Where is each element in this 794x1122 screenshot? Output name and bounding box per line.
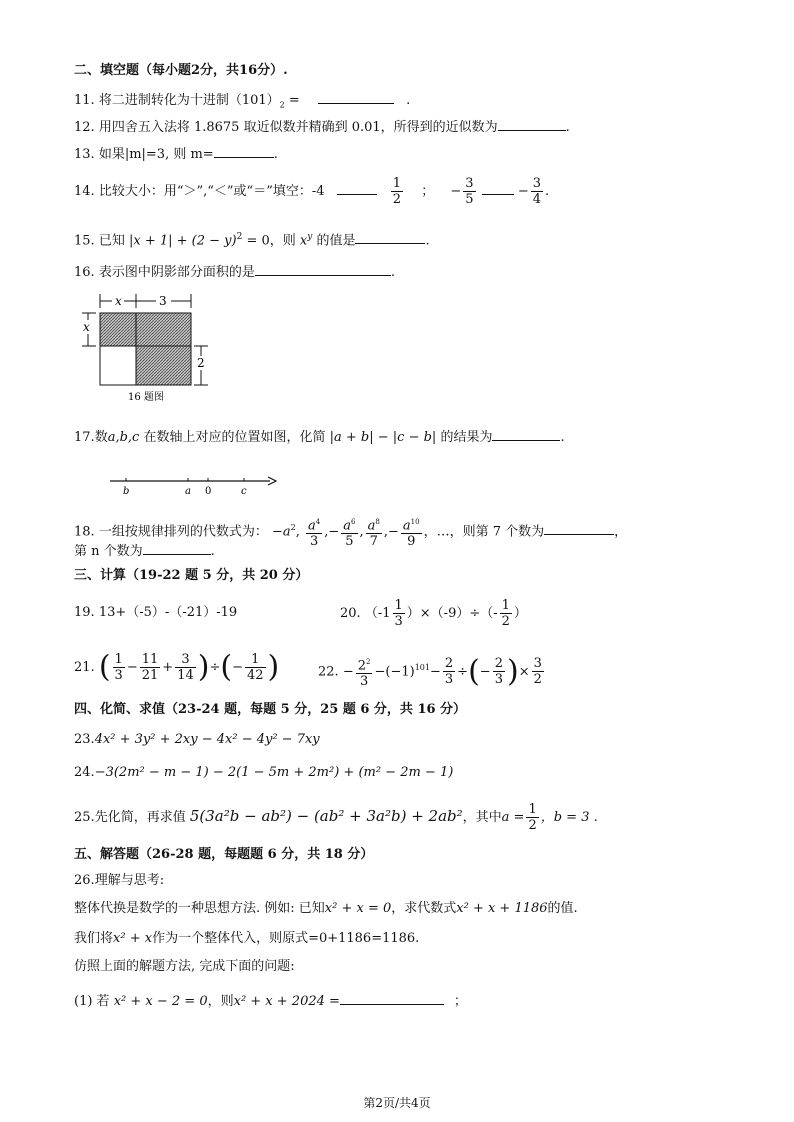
q18-answer-blank-2[interactable]: [143, 540, 211, 555]
q17-number: 17.: [74, 430, 95, 445]
q18-term-5: $\frac{a^{10}}{9}$: [401, 515, 422, 549]
q11-equals: =: [288, 93, 300, 108]
q14-blank-1[interactable]: [337, 180, 377, 195]
q21-number: 21.: [74, 660, 95, 675]
q14-fraction-2: $\frac{3}{5}$: [465, 176, 474, 207]
q11-answer-blank[interactable]: [318, 89, 394, 104]
q14-text: 比较大小：用“＞”,“＜”或“＝”填空：-4: [98, 184, 325, 199]
fig16-shaded-square: [100, 313, 136, 346]
q23-number: 23.: [74, 732, 95, 747]
q13-end: .: [273, 147, 278, 162]
q15-equals-zero: = 0，则: [246, 233, 296, 249]
q21-div: ÷: [209, 660, 221, 675]
q23-expression: 4x² + 3y² + 2xy − 4x² − 4y² − 7xy: [94, 732, 320, 747]
question-24: [74, 764, 453, 782]
q17-text-2: 在数轴上对应的位置如图，化简: [143, 430, 326, 445]
question-26-title: [74, 872, 164, 890]
q18-term-1: −a: [271, 524, 291, 540]
q22-minus: −: [342, 664, 354, 680]
q13-number: 13.: [74, 147, 95, 162]
axis-b: b: [123, 486, 130, 497]
q16-end: .: [390, 265, 395, 280]
q22-exponent: 101: [414, 663, 430, 672]
q20-fraction-2: $\frac{1}{2}$: [501, 598, 510, 629]
q15-base: x: [299, 233, 308, 249]
q17-end: .: [560, 430, 565, 445]
q17-answer-blank[interactable]: [492, 426, 560, 441]
q21-frac-c: $\frac{3}{14}$: [177, 652, 194, 683]
question-23: [74, 731, 320, 749]
q17-text-3: 的结果为: [440, 430, 493, 445]
q25-expression: 5(3a²b − ab²) − (ab² + 3a²b) + 2ab²: [189, 807, 463, 825]
q17-number-line: [106, 470, 281, 500]
q20-mid: ）×（-9）÷（-: [406, 606, 498, 621]
fig16-shaded-bottom-right: [136, 346, 191, 385]
q18-line2-text: 第 n 个数为: [74, 544, 143, 559]
q25-condition: ，其中: [462, 810, 502, 825]
question-14: [74, 172, 549, 212]
fig16-three: 3: [159, 294, 167, 308]
q15-end: .: [425, 233, 430, 249]
q18-end-2: .: [210, 544, 215, 559]
q17-expression: |a + b| − |c − b|: [329, 430, 437, 445]
question-20: [340, 596, 527, 632]
question-18: 18. 一组按规律排列的代数式为： $-a^2$, $\frac{a^4}{3}$ ,− $\frac{a^6}{5}$ , $\frac{a^8}{7}$ ,− $\frac{a^{10}}{9}$ ，…，则第 7 个数为 ，: [74, 510, 627, 550]
question-26-para-2: 我们将x² + x作为一个整体代入，则原式=0+1186=1186.: [74, 931, 420, 946]
q22-frac-d: $\frac{2}{3}$: [494, 656, 503, 688]
q26-expr-4: x² + x − 2 = 0: [113, 994, 208, 1009]
q26-answer-blank[interactable]: [340, 990, 444, 1005]
q15-tail: 的值是: [316, 233, 356, 249]
q21-frac-d: $\frac{1}{42}$: [246, 652, 264, 683]
q22-frac-c: $\frac{2}{3}$: [444, 656, 454, 688]
fig16-caption: 16 题图: [128, 392, 164, 403]
q22-frac-e: $\frac{3}{2}$: [533, 656, 542, 688]
q25-text: 先化简，再求值: [94, 810, 186, 825]
q26-expr-1: x² + x = 0: [324, 901, 392, 916]
fig16-shaded-top-right: [136, 313, 191, 346]
fig16-two: 2: [197, 356, 205, 370]
q15-expression: |x + 1| + (2 − y): [128, 233, 237, 249]
q14-semicolon: ；: [421, 184, 435, 199]
question-12: [74, 116, 570, 137]
section-5-title: 五、解答题（26-28 题，每题题 6 分，共 18 分）: [74, 847, 374, 862]
question-21: 21. ( $\frac{1}{3}$ − $\frac{11}{21}$ + $\frac{3}{14}$ )÷(− $\frac{1}{42}$ ): [74, 649, 280, 685]
q16-answer-blank[interactable]: [255, 261, 391, 276]
fig16-x-top: x: [115, 294, 122, 308]
q26-title: 理解与思考:: [94, 873, 165, 888]
q18-term-3: $\frac{a^6}{5}$: [341, 515, 357, 549]
q14-end: .: [545, 184, 550, 199]
q11-number: 11.: [74, 93, 95, 108]
q15-square: 2: [236, 232, 243, 242]
q14-number: 14.: [74, 184, 95, 199]
q20-fraction-1: $\frac{1}{3}$: [394, 598, 403, 629]
q14-minus-2: −: [517, 184, 529, 199]
q22-frac-a: $\frac{2^2}{3}$: [356, 655, 373, 689]
question-25: [74, 798, 598, 836]
figure-16: [76, 290, 216, 405]
question-22: 22. − $\frac{2^2}{3}$ $-(-1)^{101}-$ $\frac{2}{3}$ ÷(− $\frac{2}{3}$ )× $\frac{3}{2}$: [318, 653, 542, 689]
q15-text: 已知: [98, 233, 125, 249]
question-11: [74, 89, 410, 115]
q12-answer-blank[interactable]: [498, 116, 566, 131]
question-15: [74, 228, 430, 250]
q12-text: 用四舍五入法将 1.8675 取近似数并精确到 0.01，所得到的近似数为: [98, 120, 498, 135]
q18-number: 18.: [74, 524, 95, 540]
question-17: [74, 426, 565, 447]
q24-expression: −3(2m² − m − 1) − 2(1 − 5m + 2m²) + (m² − 2m − 1): [94, 765, 454, 780]
question-13: [74, 143, 278, 164]
q11-text: 将二进制转化为十进制（101）: [98, 93, 280, 108]
q17-text-1: 数: [94, 430, 108, 445]
q18-answer-blank-1[interactable]: [544, 520, 614, 535]
section-2-title: 二、填空题（每小题2分，共16分）.: [74, 63, 288, 78]
q19-expression: 13+（-5）-（-21）-19: [98, 605, 238, 620]
q16-text: 表示图中阴影部分面积的是: [98, 265, 255, 280]
axis-zero: 0: [205, 486, 212, 497]
q26-number: 26.: [74, 873, 95, 888]
axis-a: a: [185, 486, 191, 497]
q14-minus-1: −: [450, 184, 462, 199]
q22-number: 22.: [318, 664, 339, 680]
q17-vars: a,b,c: [107, 430, 140, 445]
q26-expr-3: x² + x: [113, 931, 153, 946]
q18-dots: ，…，则第 7 个数为: [423, 524, 545, 540]
question-26-part-1: (1) 若 x² + x − 2 = 0，则x² + x + 2024 = ；: [74, 990, 467, 1011]
q26-expr-2: x² + x + 1186: [456, 901, 548, 916]
fig16-white-square: [100, 346, 136, 385]
q21-frac-b: $\frac{11}{21}$: [141, 652, 159, 683]
q14-blank-2[interactable]: [482, 180, 514, 195]
q25-number: 25.: [74, 810, 95, 825]
q25-fraction: $\frac{1}{2}$: [528, 802, 537, 833]
question-26-para-1: 整体代换是数学的一种思想方法. 例如: 已知x² + x = 0，求代数式x² + x + 1186的值.: [74, 901, 578, 916]
question-19: [74, 604, 237, 622]
q12-number: 12.: [74, 120, 95, 135]
q20-number: 20.: [340, 606, 361, 621]
q16-number: 16.: [74, 265, 95, 280]
q18-end-1: ，: [614, 524, 628, 540]
q13-answer-blank[interactable]: [214, 143, 274, 158]
q12-end: .: [565, 120, 570, 135]
q14-fraction-1: $\frac{1}{2}$: [392, 176, 402, 207]
q11-end: .: [406, 93, 411, 108]
q26-expr-5: x² + x + 2024 =: [233, 994, 340, 1009]
q18-term-4: $\frac{a^8}{7}$: [366, 515, 382, 549]
q11-subscript: 2: [279, 100, 285, 110]
q18-text: 一组按规律排列的代数式为：: [98, 524, 268, 540]
q15-exponent: y: [307, 232, 313, 242]
q21-frac-a: $\frac{1}{3}$: [114, 652, 123, 683]
page-footer: 第2页/共4页: [363, 1096, 431, 1110]
q25-a-eq: a =: [501, 810, 525, 825]
q20-post: ）: [513, 606, 527, 621]
q25-b-eq: ，b = 3 .: [540, 810, 598, 825]
section-3-title: 三、计算（19-22 题 5 分，共 20 分）: [74, 568, 309, 583]
section-4-title: 四、化简、求值（23-24 题，每题 5 分，25 题 6 分，共 16 分）: [74, 702, 467, 717]
q18-term-2: $\frac{a^4}{3}$: [306, 515, 322, 549]
fig16-x-left: x: [83, 320, 90, 334]
q15-answer-blank[interactable]: [355, 229, 425, 244]
question-18-line-2: [74, 540, 215, 561]
q20-pre: （-1: [364, 606, 391, 621]
q24-number: 24.: [74, 765, 95, 780]
q14-fraction-3: $\frac{3}{4}$: [532, 176, 542, 207]
axis-c: c: [241, 486, 247, 497]
q19-number: 19.: [74, 605, 95, 620]
q22-neg-one: −(−1): [374, 664, 415, 680]
q15-number: 15.: [74, 233, 95, 249]
q13-text: 如果|m|=3, 则 m=: [98, 147, 214, 162]
question-26-para-3: 仿照上面的解题方法, 完成下面的问题:: [74, 959, 295, 974]
question-16: [74, 261, 395, 282]
